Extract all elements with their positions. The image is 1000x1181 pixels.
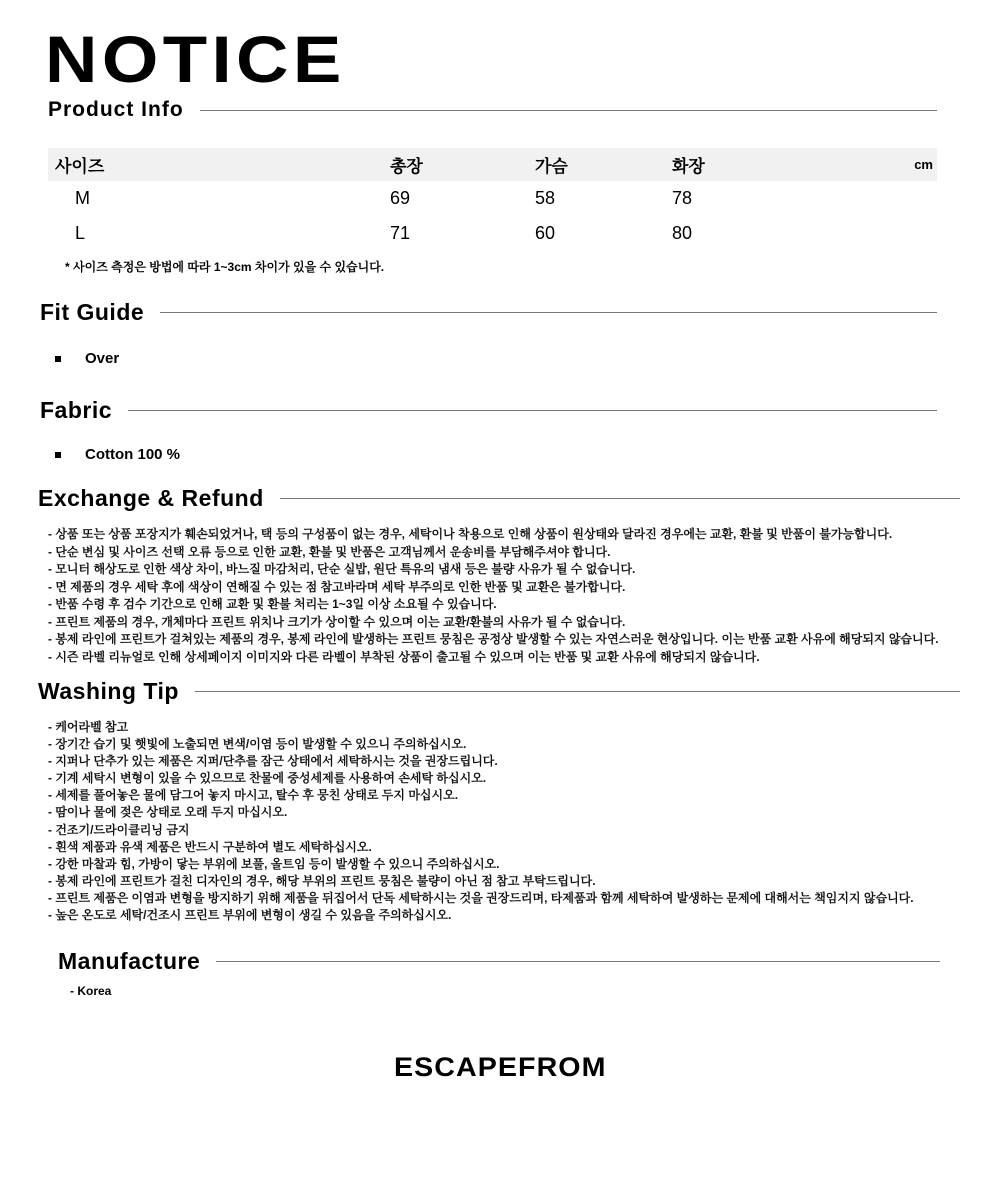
brand-logo-text: ESCAPEFROM <box>393 1052 607 1083</box>
section-heading-product-info <box>48 98 937 122</box>
list-item: - 상품 또는 상품 포장지가 훼손되었거나, 택 등의 구성품이 없는 경우, 세탁이나 착용으로 인해 상품이 원상태와 달라진 경우에는 교환, 환불 및 반품이 불가능합니다. <box>48 527 893 541</box>
col-chest: 가슴 <box>535 157 568 176</box>
exchange-refund-list <box>48 526 970 666</box>
list-item: - 강한 마찰과 힘, 가방이 닿는 부위에 보풀, 올트임 등이 발생할 수 있으니 주의하십시오. <box>48 856 500 871</box>
square-bullet-icon <box>55 452 61 458</box>
col-size: 사이즈 <box>55 157 105 176</box>
cell-value: 78 <box>672 188 693 208</box>
list-item: - 케어라벨 참고 <box>48 720 129 734</box>
fit-guide-heading: Fit Guide <box>40 299 145 325</box>
list-item: - 땀이나 물에 젖은 상태로 오래 두지 마십시오. <box>48 805 288 820</box>
size-note: * 사이즈 측정은 방법에 따라 1~3cm 차이가 있을 수 있습니다. <box>65 260 385 274</box>
col-total-length: 총장 <box>390 157 423 176</box>
list-item: - 기계 세탁시 변형이 있을 수 있으므로 찬물에 중성세제를 사용하여 손세탁 하십시오. <box>48 771 487 786</box>
list-item: - 흰색 제품과 유색 제품은 반드시 구분하여 별도 세탁하십시오. <box>48 839 372 854</box>
row-size-label: M <box>75 188 90 208</box>
cell-value: 60 <box>535 223 556 243</box>
list-item: - 장기간 습기 및 햇빛에 노출되면 변색/이염 등이 발생할 수 있으니 주의하십시오. <box>48 737 467 752</box>
heading-rule <box>128 410 937 411</box>
list-item: - 단순 변심 및 사이즈 선택 오류 등으로 인한 교환, 환불 및 반품은 고객님께서 운송비를 부담해주셔야 합니다. <box>48 544 611 559</box>
list-item: - 반품 수령 후 검수 기간으로 인해 교환 및 환불 처리는 1~3일 이상 소요될 수 있습니다. <box>48 597 497 611</box>
square-bullet-icon <box>55 356 61 362</box>
fit-guide-item <box>55 350 1000 367</box>
product-info-heading: Product Info <box>48 98 184 121</box>
heading-rule <box>216 961 940 962</box>
section-heading-exchange-refund <box>38 485 960 512</box>
exchange-refund-heading: Exchange & Refund <box>38 485 264 511</box>
heading-rule <box>195 691 960 692</box>
unit-label: cm <box>914 157 933 172</box>
list-item: - 면 제품의 경우 세탁 후에 색상이 연해질 수 있는 점 참고바라며 세탁 부주의로 인한 반품 및 교환은 불가합니다. <box>48 579 626 594</box>
list-item: - 세제를 풀어놓은 물에 담그어 놓지 마시고, 탈수 후 뭉친 상태로 두지 마십시오. <box>48 788 459 803</box>
list-item: - 높은 온도로 세탁/건조시 프린트 부위에 변형이 생길 수 있음을 주의하십시오. <box>48 908 452 923</box>
list-item: - 시즌 라벨 리뉴얼로 인해 상세페이지 이미지와 다른 라벨이 부착된 상품이 출고될 수 있으며 이는 반품 및 교환 사유에 해당되지 않습니다. <box>48 649 760 664</box>
cell-value: 71 <box>390 223 411 243</box>
list-item: - 지퍼나 단추가 있는 제품은 지퍼/단추를 잠근 상태에서 세탁하시는 것을 권장드립니다. <box>48 754 498 769</box>
list-item: - 프린트 제품은 이염과 변형을 방지하기 위해 제품을 뒤집어서 단독 세탁하시는 것을 권장드리며, 타제품과 함께 세탁하여 발생하는 문제에 대해서는 책임지지 않습니다. <box>48 890 914 905</box>
col-sleeve: 화장 <box>672 157 705 176</box>
cell-value: 58 <box>535 188 556 208</box>
list-item: - 봉제 라인에 프린트가 걸쳐있는 제품의 경우, 봉제 라인에 발생하는 프린트 뭉침은 공정상 발생할 수 있는 자연스러운 현상입니다. 이는 반품 교환 사유에 해당되지 않습니다. <box>48 632 939 646</box>
page-title: NOTICE <box>45 22 346 96</box>
manufacture-country: - Korea <box>70 984 112 999</box>
fit-guide-value: Over <box>85 350 120 367</box>
heading-rule <box>280 498 960 499</box>
section-heading-fit-guide <box>40 299 937 326</box>
row-size-label: L <box>75 223 86 243</box>
fabric-value: Cotton 100 % <box>85 446 181 463</box>
list-item: - 봉제 라인에 프린트가 걸친 디자인의 경우, 해당 부위의 프린트 뭉침은 불량이 아닌 점 참고 부탁드립니다. <box>48 873 596 888</box>
list-item: - 모니터 해상도로 인한 색상 차이, 바느질 마감처리, 단순 실밥, 원단 특유의 냄새 등은 불량 사유가 될 수 없습니다. <box>48 562 636 576</box>
size-table-header <box>48 148 937 181</box>
manufacture-heading: Manufacture <box>58 948 201 975</box>
washing-tip-heading: Washing Tip <box>38 678 179 704</box>
size-table <box>48 148 937 251</box>
table-row <box>48 181 937 216</box>
fabric-heading: Fabric <box>40 397 113 423</box>
heading-rule <box>200 110 937 111</box>
cell-value: 69 <box>390 188 411 208</box>
list-item: - 건조기/드라이클리닝 금지 <box>48 822 190 837</box>
table-row <box>48 216 937 251</box>
heading-rule <box>160 312 937 313</box>
section-heading-fabric <box>40 397 937 424</box>
section-heading-manufacture <box>58 948 940 975</box>
section-heading-washing-tip <box>38 678 960 705</box>
cell-value: 80 <box>672 223 693 243</box>
washing-tip-list <box>48 719 970 924</box>
brand-footer <box>0 1052 1000 1083</box>
fabric-item <box>55 446 1000 463</box>
list-item: - 프린트 제품의 경우, 개체마다 프린트 위치나 크기가 상이할 수 있으며 이는 교환/환불의 사유가 될 수 없습니다. <box>48 614 626 629</box>
